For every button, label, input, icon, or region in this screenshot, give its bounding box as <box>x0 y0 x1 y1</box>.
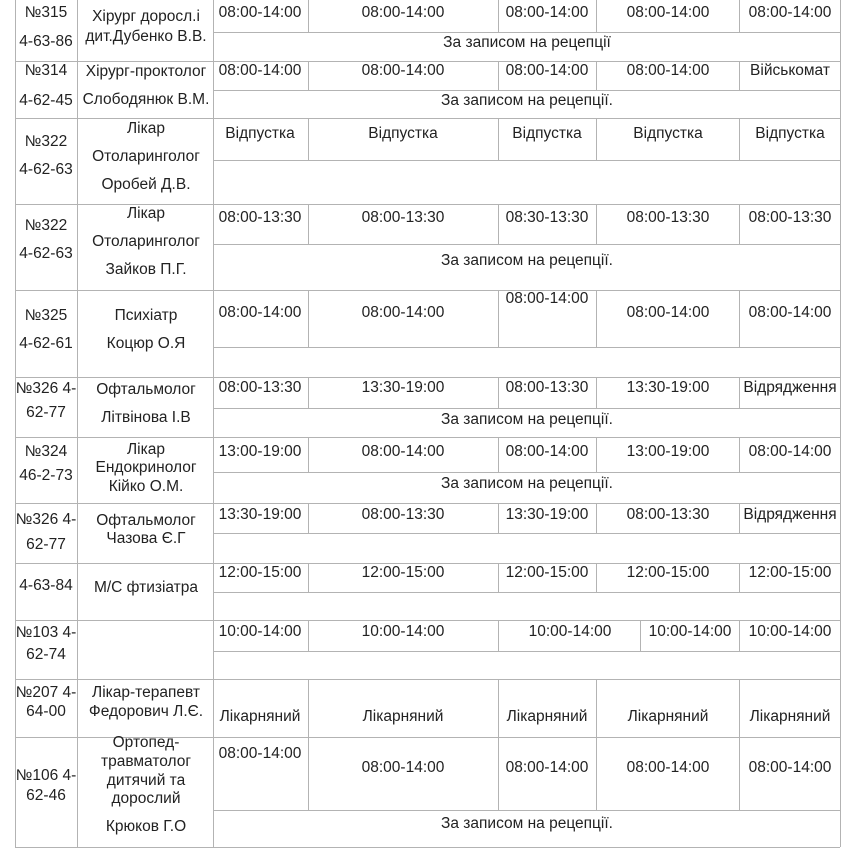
grid-line <box>596 437 597 472</box>
grid-line <box>498 620 499 651</box>
doctor-name-text: М/С фтизіатра <box>93 579 199 596</box>
day-hours-cell: Лікарняний <box>506 708 588 725</box>
day-hours-cell: 10:00-14:00 <box>218 623 302 640</box>
day-hours-cell: 08:00-13:30 <box>218 379 302 396</box>
day-hours-cell: Відрядження <box>743 379 837 396</box>
day-hours-cell: Відпустка <box>633 125 703 142</box>
day-hours-cell: 08:00-14:00 <box>218 4 302 21</box>
grid-line <box>77 204 78 290</box>
day-hours-cell: 12:00-15:00 <box>361 564 445 581</box>
day-hours-cell: 08:00-14:00 <box>218 62 302 79</box>
grid-line <box>213 408 840 409</box>
grid-line <box>739 503 740 533</box>
day-hours-cell: 08:00-14:00 <box>218 304 302 321</box>
grid-line <box>308 563 309 592</box>
grid-line <box>308 61 309 90</box>
grid-line <box>640 620 641 651</box>
day-hours-cell: 10:00-14:00 <box>748 623 832 640</box>
grid-line <box>213 204 214 290</box>
day-hours-cell: Лікарняний <box>749 708 831 725</box>
day-hours-cell: 08:00-13:30 <box>361 506 445 523</box>
day-hours-cell: 08:00-14:00 <box>361 759 445 776</box>
grid-line <box>596 0 597 32</box>
room-phone-text: 4-63-86 <box>19 33 73 50</box>
day-hours-cell: Відрядження <box>743 506 837 523</box>
grid-line <box>498 503 499 533</box>
doctor-name-text: дорослий <box>111 790 181 807</box>
grid-line <box>308 679 309 737</box>
room-phone-text: №326 4- <box>15 380 77 397</box>
day-hours-cell: 08:00-14:00 <box>361 304 445 321</box>
day-hours-cell: Відпустка <box>225 125 295 142</box>
grid-line <box>739 737 740 810</box>
day-hours-cell: Відпустка <box>755 125 825 142</box>
day-hours-cell: 10:00-14:00 <box>361 623 445 640</box>
grid-line <box>596 563 597 592</box>
grid-line <box>213 90 840 91</box>
grid-line <box>77 377 78 437</box>
day-hours-cell: 12:00-15:00 <box>505 564 589 581</box>
day-hours-cell: 08:00-13:30 <box>505 379 589 396</box>
grid-line <box>213 472 840 473</box>
grid-line <box>213 563 214 620</box>
room-phone-text: 62-46 <box>26 787 66 804</box>
room-phone-text: №325 <box>24 307 68 324</box>
day-hours-cell: 08:00-14:00 <box>505 759 589 776</box>
doctor-name-text: дитячий та <box>106 772 186 789</box>
day-hours-cell: 08:00-14:00 <box>626 4 710 21</box>
grid-line <box>308 437 309 472</box>
doctor-name-text: Лікар <box>127 120 165 137</box>
grid-line <box>77 118 78 204</box>
grid-line <box>213 290 214 377</box>
grid-line <box>840 503 841 563</box>
grid-line <box>15 620 840 621</box>
room-phone-text: 4-62-63 <box>19 245 73 262</box>
day-hours-cell: 08:00-13:30 <box>218 209 302 226</box>
room-phone-text: 4-62-45 <box>19 92 73 109</box>
grid-line <box>840 437 841 503</box>
doctor-name-text: Чазова Є.Г <box>106 530 186 547</box>
grid-line <box>840 679 841 737</box>
grid-line <box>840 204 841 290</box>
day-hours-cell: Відпустка <box>368 125 438 142</box>
grid-line <box>498 290 499 347</box>
grid-line <box>213 503 214 563</box>
grid-line <box>739 437 740 472</box>
day-hours-cell: 13:30-19:00 <box>361 379 445 396</box>
grid-line <box>308 290 309 347</box>
doctor-name-text: Лікар-терапевт <box>92 684 200 701</box>
room-phone-text: №324 <box>24 443 68 460</box>
grid-line <box>596 679 597 737</box>
grid-line <box>498 204 499 244</box>
grid-line <box>213 592 840 593</box>
grid-line <box>15 118 16 204</box>
day-hours-cell: 13:30-19:00 <box>626 379 710 396</box>
grid-line <box>739 290 740 347</box>
room-phone-text: 4-62-61 <box>19 335 73 352</box>
day-hours-cell: 08:00-13:30 <box>361 209 445 226</box>
doctor-name-text: Отоларинголог <box>92 148 200 165</box>
grid-line <box>739 377 740 408</box>
doctor-name-text: Психіатр <box>114 307 178 324</box>
grid-line <box>840 620 841 679</box>
grid-line <box>498 118 499 160</box>
doctor-name-text: Зайков П.Г. <box>105 261 187 278</box>
doctor-name-text: Ендокринолог <box>95 459 197 476</box>
appointment-note: За записом на рецепції. <box>441 411 613 428</box>
day-hours-cell: 12:00-15:00 <box>626 564 710 581</box>
grid-line <box>596 377 597 408</box>
day-hours-cell: 08:00-14:00 <box>218 745 302 762</box>
grid-line <box>77 290 78 377</box>
room-phone-text: 62-74 <box>26 646 66 663</box>
grid-line <box>840 118 841 204</box>
day-hours-cell: 08:00-14:00 <box>361 62 445 79</box>
room-phone-text: №315 <box>24 4 68 21</box>
room-phone-text: №103 4- <box>15 624 77 641</box>
doctor-name-text: Оробей Д.В. <box>101 176 191 193</box>
grid-line <box>308 503 309 533</box>
room-phone-text: №322 <box>24 217 68 234</box>
room-phone-text: №207 4- <box>15 684 77 701</box>
doctor-name-text: Лікар <box>127 205 165 222</box>
grid-line <box>213 810 840 811</box>
doctor-name-text: Коцюр О.Я <box>106 335 186 352</box>
room-phone-text: 64-00 <box>26 703 66 720</box>
day-hours-cell: Лікарняний <box>627 708 709 725</box>
room-phone-text: №106 4- <box>15 767 77 784</box>
grid-line <box>498 61 499 90</box>
day-hours-cell: 08:00-14:00 <box>361 4 445 21</box>
day-hours-cell: 08:00-14:00 <box>748 4 832 21</box>
grid-line <box>498 377 499 408</box>
grid-line <box>15 377 840 378</box>
grid-line <box>15 204 16 290</box>
grid-line <box>77 737 78 847</box>
day-hours-cell: 13:30-19:00 <box>505 506 589 523</box>
appointment-note: За записом на рецепції. <box>441 815 613 832</box>
grid-line <box>840 290 841 377</box>
grid-line <box>840 61 841 118</box>
grid-line <box>498 563 499 592</box>
doctor-name-text: Хірург доросл.і <box>92 8 200 25</box>
grid-line <box>596 118 597 160</box>
day-hours-cell: Відпустка <box>512 125 582 142</box>
appointment-note: За записом на рецепції. <box>441 475 613 492</box>
grid-line <box>77 563 78 620</box>
day-hours-cell: 08:00-14:00 <box>361 443 445 460</box>
grid-line <box>77 61 78 118</box>
grid-line <box>213 533 840 534</box>
grid-line <box>308 377 309 408</box>
doctor-name-text: Хірург-проктолог <box>85 63 207 80</box>
day-hours-cell: Лікарняний <box>219 708 301 725</box>
grid-line <box>15 563 16 620</box>
grid-line <box>739 61 740 90</box>
day-hours-cell: 13:30-19:00 <box>218 506 302 523</box>
grid-line <box>596 61 597 90</box>
grid-line <box>77 620 78 679</box>
grid-line <box>15 0 16 61</box>
doctor-name-text: Офтальмолог <box>96 381 196 398</box>
grid-line <box>77 0 78 61</box>
grid-line <box>498 0 499 32</box>
day-hours-cell: 08:00-14:00 <box>748 304 832 321</box>
grid-line <box>596 290 597 347</box>
grid-line <box>213 160 840 161</box>
day-hours-cell: 08:00-13:30 <box>748 209 832 226</box>
doctor-name-text: дит.Дубенко В.В. <box>85 28 207 45</box>
grid-line <box>739 118 740 160</box>
grid-line <box>213 118 214 204</box>
grid-line <box>15 118 840 119</box>
day-hours-cell: Військомат <box>750 62 830 79</box>
day-hours-cell: 08:00-14:00 <box>505 443 589 460</box>
day-hours-cell: 12:00-15:00 <box>218 564 302 581</box>
day-hours-cell: 10:00-14:00 <box>528 623 612 640</box>
grid-line <box>739 679 740 737</box>
grid-line <box>213 244 840 245</box>
appointment-note: За записом на рецепції <box>443 34 611 51</box>
grid-line <box>213 651 840 652</box>
day-hours-cell: 08:30-13:30 <box>505 209 589 226</box>
room-phone-text: №326 4- <box>15 511 77 528</box>
grid-line <box>308 737 309 810</box>
grid-line <box>840 563 841 620</box>
doctor-name-text: Лікар <box>127 441 165 458</box>
day-hours-cell: 08:00-14:00 <box>748 759 832 776</box>
grid-line <box>15 737 16 847</box>
grid-line <box>15 847 840 848</box>
grid-line <box>308 620 309 651</box>
grid-line <box>308 118 309 160</box>
doctor-name-text: Крюков Г.О <box>105 818 187 835</box>
day-hours-cell: 08:00-14:00 <box>505 62 589 79</box>
grid-line <box>77 437 78 503</box>
grid-line <box>213 620 214 679</box>
room-phone-text: 4-62-63 <box>19 161 73 178</box>
doctor-name-text: Отоларинголог <box>92 233 200 250</box>
day-hours-cell: Лікарняний <box>362 708 444 725</box>
grid-line <box>213 737 214 847</box>
doctor-name-text: Федорович Л.Є. <box>88 703 204 720</box>
doctor-name-text: Кійко О.М. <box>108 478 184 495</box>
grid-line <box>308 204 309 244</box>
grid-line <box>15 290 16 377</box>
grid-line <box>213 437 214 503</box>
grid-line <box>15 437 16 503</box>
day-hours-cell: 08:00-14:00 <box>626 759 710 776</box>
grid-line <box>840 377 841 437</box>
grid-line <box>15 679 840 680</box>
grid-line <box>498 437 499 472</box>
grid-line <box>596 204 597 244</box>
room-phone-text: 46-2-73 <box>19 467 73 484</box>
day-hours-cell: 10:00-14:00 <box>648 623 732 640</box>
grid-line <box>596 737 597 810</box>
day-hours-cell: 08:00-14:00 <box>748 443 832 460</box>
grid-line <box>840 0 841 61</box>
doctor-name-text: Ортопед- <box>112 734 180 751</box>
day-hours-cell: 08:00-13:30 <box>626 506 710 523</box>
day-hours-cell: 12:00-15:00 <box>748 564 832 581</box>
grid-line <box>213 377 214 437</box>
grid-line <box>739 620 740 651</box>
grid-line <box>213 679 214 737</box>
room-phone-text: 62-77 <box>26 536 66 553</box>
grid-line <box>15 290 840 291</box>
grid-line <box>77 679 78 737</box>
appointment-note: За записом на рецепції. <box>441 252 613 269</box>
grid-line <box>739 563 740 592</box>
grid-line <box>213 0 214 61</box>
grid-line <box>498 737 499 810</box>
room-phone-text: 4-63-84 <box>19 577 73 594</box>
doctor-name-text: Офтальмолог <box>96 512 196 529</box>
grid-line <box>840 737 841 847</box>
room-phone-text: №322 <box>24 133 68 150</box>
day-hours-cell: 08:00-14:00 <box>626 62 710 79</box>
appointment-note: За записом на рецепції. <box>441 92 613 109</box>
day-hours-cell: 13:00-19:00 <box>626 443 710 460</box>
day-hours-cell: 08:00-14:00 <box>626 304 710 321</box>
grid-line <box>213 32 840 33</box>
day-hours-cell: 08:00-14:00 <box>505 290 589 307</box>
grid-line <box>77 503 78 563</box>
grid-line <box>308 0 309 32</box>
grid-line <box>15 61 16 118</box>
doctor-name-text: травматолог <box>100 753 192 770</box>
grid-line <box>596 503 597 533</box>
room-phone-text: №314 <box>24 62 68 79</box>
grid-line <box>739 0 740 32</box>
day-hours-cell: 08:00-13:30 <box>626 209 710 226</box>
grid-line <box>15 437 840 438</box>
doctor-name-text: Літвінова І.В <box>101 409 191 426</box>
day-hours-cell: 08:00-14:00 <box>505 4 589 21</box>
room-phone-text: 62-77 <box>26 404 66 421</box>
grid-line <box>15 503 840 504</box>
doctor-name-text: Слободянюк В.М. <box>82 91 210 108</box>
grid-line <box>739 204 740 244</box>
grid-line <box>498 679 499 737</box>
grid-line <box>213 347 840 348</box>
day-hours-cell: 13:00-19:00 <box>218 443 302 460</box>
grid-line <box>213 61 214 118</box>
